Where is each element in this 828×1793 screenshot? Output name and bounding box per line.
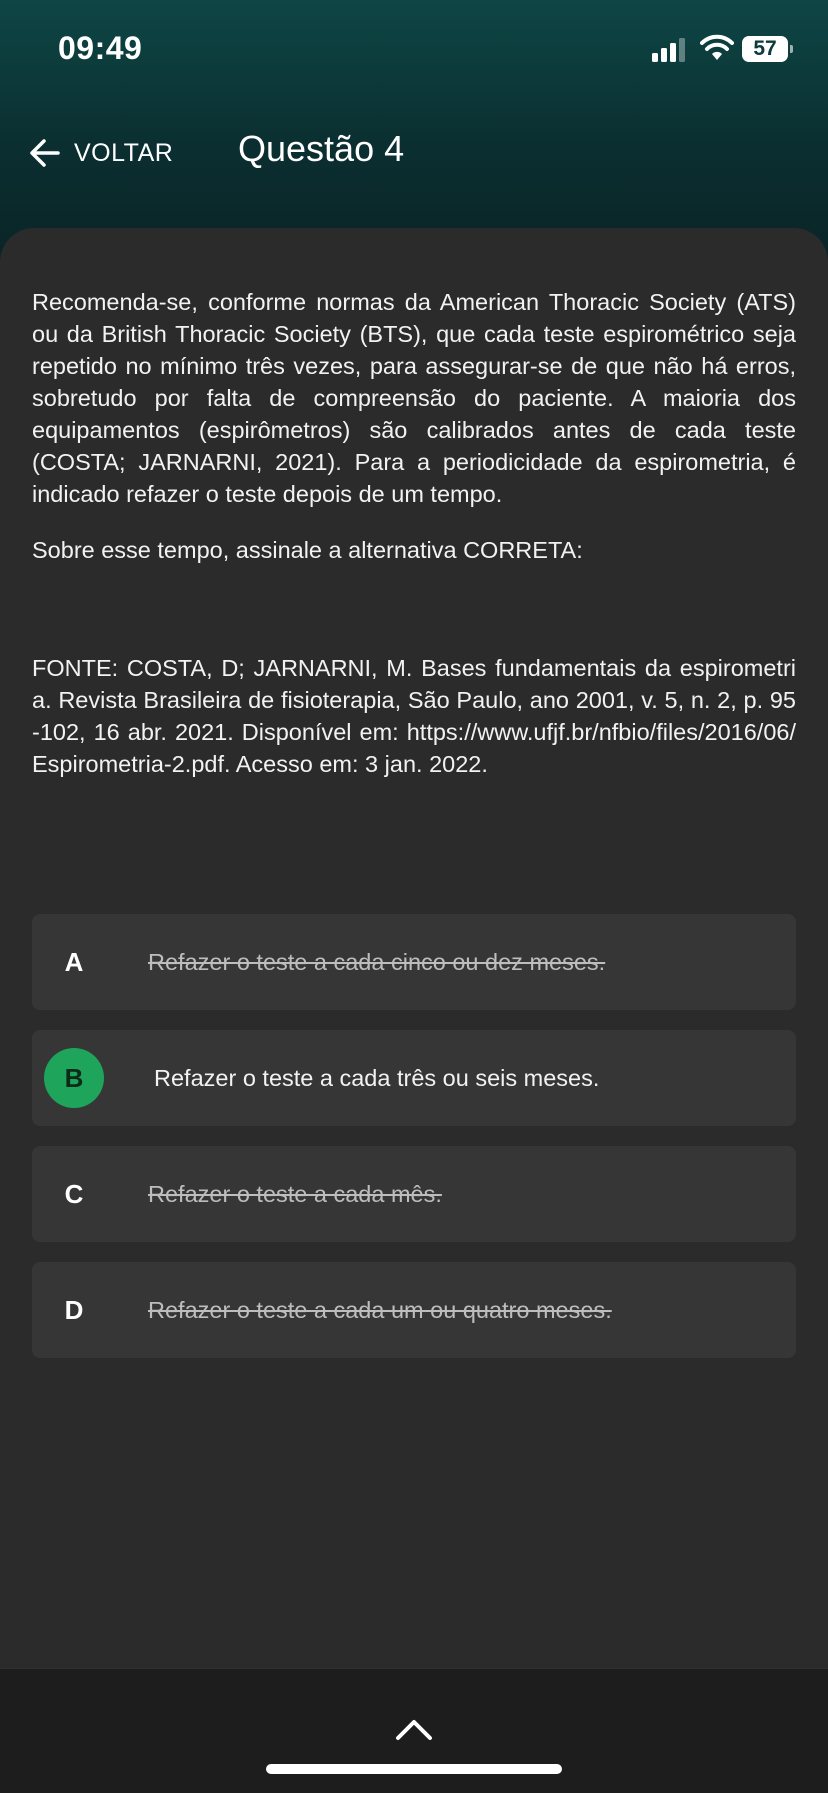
cellular-signal-icon [652, 38, 690, 62]
arrow-left-icon [28, 136, 62, 170]
page-title: Questão 4 [238, 128, 405, 169]
option-b[interactable] [32, 1030, 796, 1126]
option-text: Refazer o teste a cada mês. [148, 1181, 442, 1207]
option-c[interactable] [32, 1146, 796, 1242]
battery-tip [790, 45, 793, 53]
status-time: 09:49 [58, 30, 143, 66]
back-button[interactable] [28, 132, 173, 174]
chevron-up-icon[interactable] [394, 1716, 434, 1742]
question-text: Recomenda-se, conforme normas da American Thoracic Society (ATS) ou da British Thoracic Society (BTS), que cada teste espirométrico seja repetido no mínimo três vezes, para assegurar-se de que não há erros, sobretudo por falta de compreensão do paciente. A maioria dos equipamentos (espirômetros) são calibrados antes de cada teste (COSTA; JARNARNI, 2021). Para a periodicidade da espirometria, é indicado refazer o teste depois de um tempo. [32, 289, 796, 507]
option-text: Refazer o teste a cada três ou seis meses. [154, 1065, 600, 1091]
option-letter-selected: B [44, 1048, 104, 1108]
wifi-icon [700, 34, 734, 62]
home-indicator[interactable] [266, 1764, 562, 1774]
option-text: Refazer o teste a cada um ou quatro meses. [148, 1297, 612, 1323]
battery-icon [742, 36, 790, 62]
option-letter: C [64, 1178, 84, 1209]
status-bar [0, 0, 828, 100]
battery-level: 57 [742, 36, 788, 62]
option-text: Refazer o teste a cada cinco ou dez meses. [148, 949, 606, 975]
back-label: VOLTAR [74, 138, 174, 167]
option-d[interactable] [32, 1262, 796, 1358]
option-a[interactable] [32, 914, 796, 1010]
question-instruction: Sobre esse tempo, assinale a alternativa CORRETA: [32, 537, 583, 563]
question-source: FONTE: COSTA, D; JARNARNI, M. Bases fundamentais da espirometria. Revista Brasileira de fisioterapia, São Paulo, ano 2001, v. 5, n. 2, p. 95-102, 16 abr. 2021. Disponível em: https://www.ufjf.br/nfbio/files/2016/06/Espirometria-2.pdf. Acesso em: 3 jan. 2022. [32, 655, 796, 777]
option-letter: A [64, 946, 84, 977]
option-letter: D [64, 1294, 84, 1325]
